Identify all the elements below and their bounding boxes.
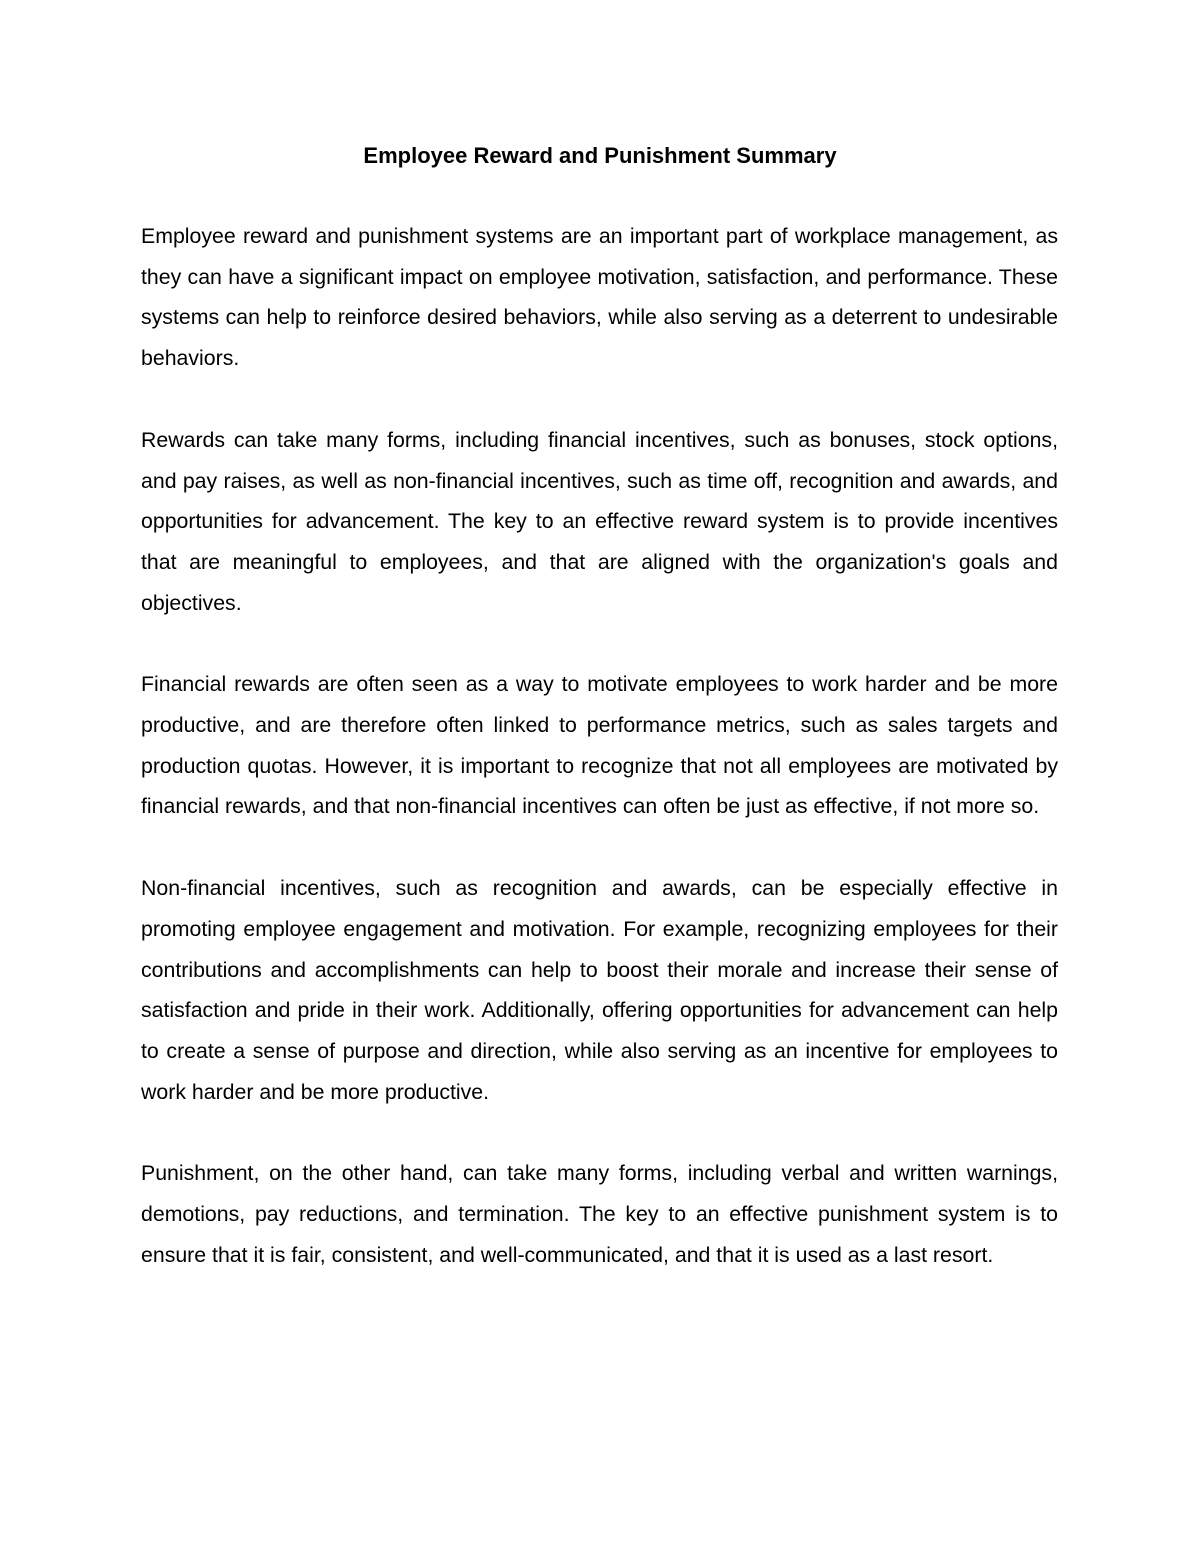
- document-body: [141, 216, 1058, 1275]
- paragraph-non-financial-incentives: Non-financial incentives, such as recognition and awards, can be especially effective in promoting employee engagement and motivation. For example, recognizing employees for their contributions and accomplishments can help to boost their morale and increase their sense of satisfaction and pride in their work. Additionally, offering opportunities for advancement can help to create a sense of purpose and direction, while also serving as an incentive for employees to work harder and be more productive.: [141, 876, 1058, 1104]
- paragraph-punishment: Punishment, on the other hand, can take many forms, including verbal and written warnings, demotions, pay reductions, and termination. The key to an effective punishment system is to ensure that it is fair, consistent, and well-communicated, and that it is used as a last resort.: [141, 1161, 1058, 1267]
- paragraph-financial-rewards: Financial rewards are often seen as a way to motivate employees to work harder and be more productive, and are therefore often linked to performance metrics, such as sales targets and production quotas. However, it is important to recognize that not all employees are motivated by financial rewards, and that non-financial incentives can often be just as effective, if not more so.: [141, 672, 1058, 819]
- paragraph-rewards: Rewards can take many forms, including financial incentives, such as bonuses, stock options, and pay raises, as well as non-financial incentives, such as time off, recognition and awards, and opportunities for advancement. The key to an effective reward system is to provide incentives that are meaningful to employees, and that are aligned with the organization's goals and objectives.: [141, 427, 1058, 615]
- paragraph-intro: Employee reward and punishment systems are an important part of workplace management, as they can have a significant impact on employee motivation, satisfaction, and performance. These systems can help to reinforce desired behaviors, while also serving as a deterrent to undesirable behaviors.: [141, 224, 1058, 371]
- document-title: Employee Reward and Punishment Summary: [363, 143, 837, 168]
